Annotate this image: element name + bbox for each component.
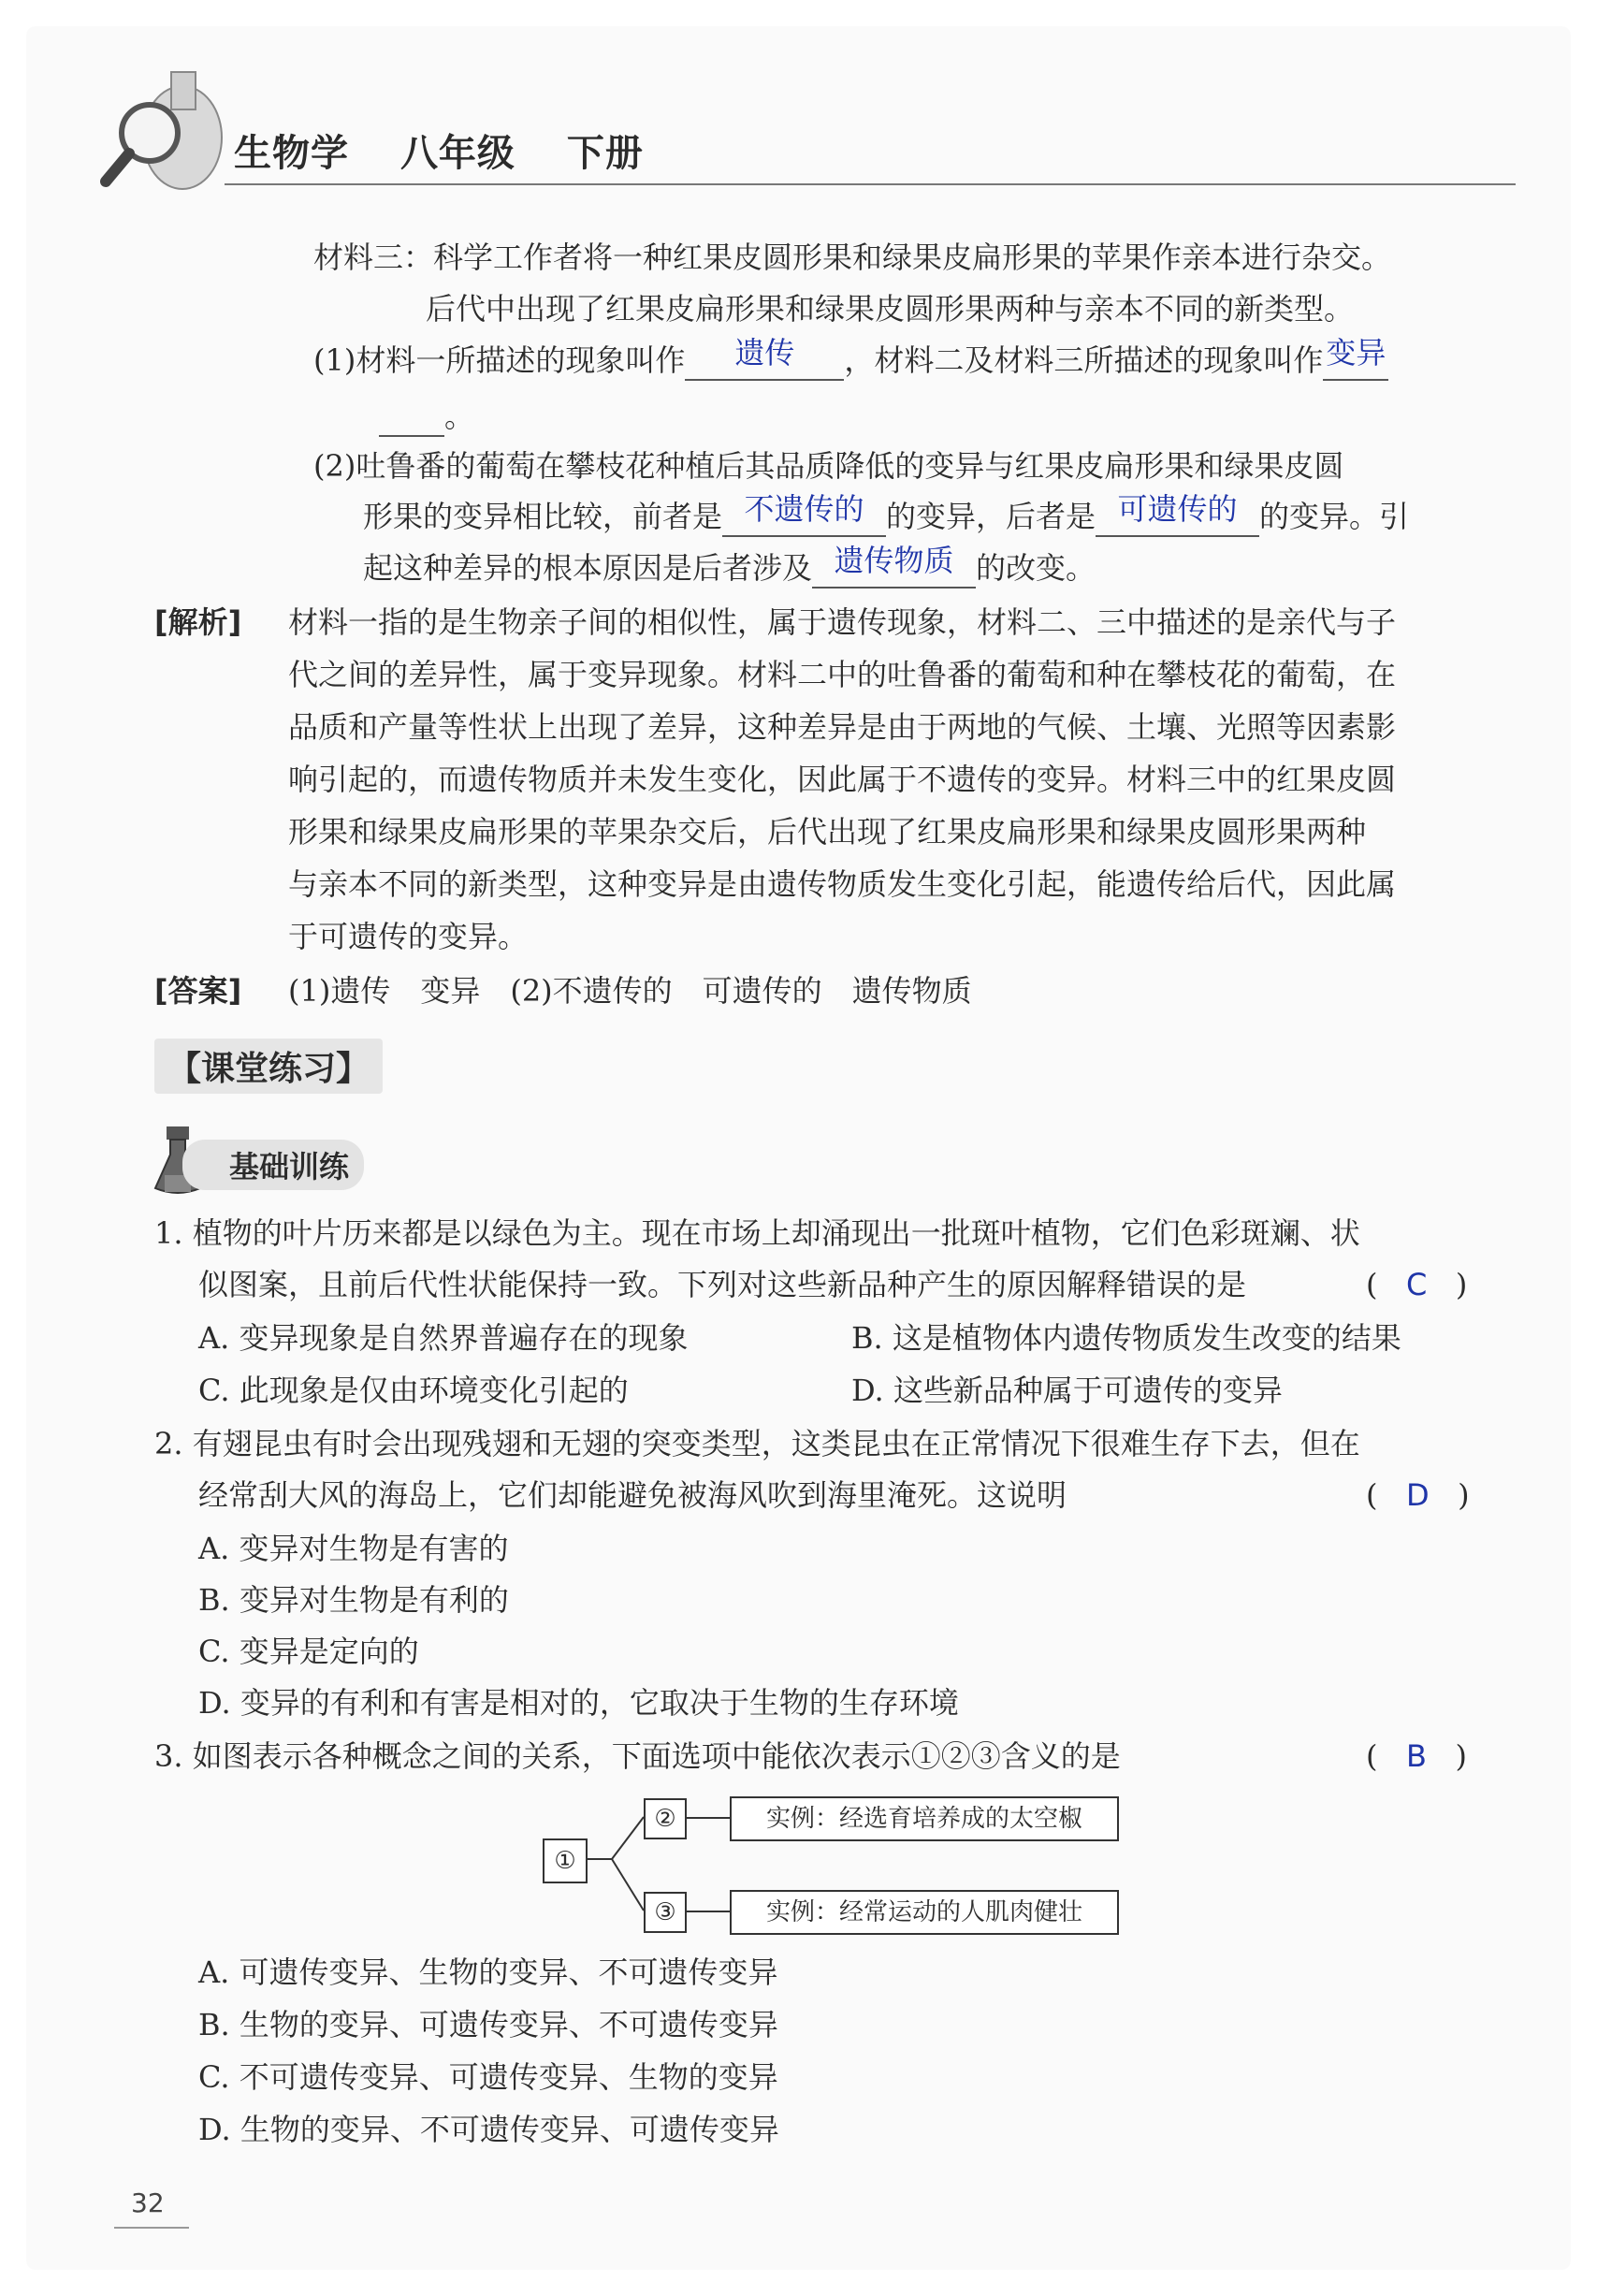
- answer-blank-genetic-material: 遗传物质: [834, 543, 954, 578]
- question-1-choice: C: [1406, 1267, 1428, 1302]
- analysis-line: 响引起的，而遗传物质并未发生变化，因此属于不遗传的变异。材料三中的红果皮圆: [288, 762, 1397, 797]
- question-1-option-c: C. 此现象是仅由环境变化引起的: [198, 1373, 629, 1408]
- diagram-example-2: 实例：经选育培养成的太空椒: [730, 1796, 1119, 1841]
- sub-question-1: (1)材料一所描述的现象叫作 遗传 ，材料二及材料三所描述的现象叫作变异: [313, 341, 1388, 381]
- page-number: 32: [131, 2187, 165, 2218]
- page-number-underline: [114, 2227, 189, 2229]
- analysis-line: 代之间的差异性，属于变异现象。材料二中的吐鲁番的葡萄和种在攀枝花的葡萄，在: [288, 657, 1397, 692]
- question-1-line: 1. 植物的叶片历来都是以绿色为主。现在市场上却涌现出一批斑叶植物，它们色彩斑斓、状: [154, 1215, 1360, 1251]
- answer-blank-non-heritable: 不遗传的: [744, 491, 864, 527]
- header-volume: 下册: [566, 131, 644, 175]
- diagram-example-3: 实例：经常运动的人肌肉健壮: [730, 1890, 1119, 1935]
- question-1-line: 似图案，且前后代性状能保持一致。下列对这些新品种产生的原因解释错误的是: [198, 1267, 1247, 1302]
- question-2-answer-paren: ( D ): [1366, 1477, 1470, 1513]
- question-1-option-b: B. 这是植物体内遗传物质发生改变的结果: [851, 1320, 1401, 1356]
- question-2-option-c: C. 变异是定向的: [198, 1634, 419, 1669]
- question-3-option-b: B. 生物的变异、可遗传变异、不可遗传变异: [198, 2007, 778, 2042]
- answer-text: (1)遗传 变异 (2)不遗传的 可遗传的 遗传物质: [288, 973, 972, 1009]
- question-3-answer-paren: ( B ): [1366, 1738, 1467, 1774]
- header-grade: 八年级: [399, 131, 515, 175]
- question-3-option-a: A. 可遗传变异、生物的变异、不可遗传变异: [198, 1955, 778, 1990]
- analysis-line: 形果和绿果皮扁形果的苹果杂交后，后代出现了红果皮扁形果和绿果皮圆形果两种: [288, 814, 1367, 850]
- answer-tag: [答案]: [154, 973, 242, 1009]
- analysis-line: 品质和产量等性状上出现了差异，这种差异是由于两地的气候、土壤、光照等因素影: [288, 709, 1397, 745]
- sub-question-2-line1: (2)吐鲁番的葡萄在攀枝花种植后其品质降低的变异与红果皮扁形果和绿果皮圆: [313, 448, 1344, 484]
- question-2-line: 经常刮大风的海岛上，它们却能避免被海风吹到海里淹死。这说明: [198, 1477, 1067, 1513]
- analysis-line: 与亲本不同的新类型，这种变异是由遗传物质发生变化引起，能遗传给后代，因此属: [288, 866, 1397, 902]
- section-title: 【课堂练习】: [154, 1039, 383, 1094]
- analysis-line: 材料一指的是生物亲子间的相似性，属于遗传现象，材料二、三中描述的是亲代与子: [288, 604, 1397, 640]
- question-2-option-a: A. 变异对生物是有害的: [198, 1531, 509, 1566]
- question-3-choice: B: [1406, 1738, 1427, 1774]
- question-1-option-d: D. 这些新品种属于可遗传的变异: [851, 1373, 1283, 1408]
- diagram-node-1: ①: [543, 1838, 588, 1883]
- section-subtitle: 基础训练: [182, 1140, 364, 1190]
- diagram-node-2: ②: [644, 1798, 687, 1839]
- material3-line1: 材料三：科学工作者将一种红果皮圆形果和绿果皮扁形果的苹果作亲本进行杂交。: [313, 240, 1392, 275]
- diagram-connector: [685, 1817, 730, 1819]
- material3-line2: 后代中出现了红果皮扁形果和绿果皮圆形果两种与亲本不同的新类型。: [426, 291, 1355, 327]
- header-title: [234, 124, 681, 177]
- sub-question-2-line3: 起这种差异的根本原因是后者涉及 遗传物质 的改变。: [363, 549, 1096, 589]
- analysis-line: 于可遗传的变异。: [288, 919, 529, 954]
- question-3-option-c: C. 不可遗传变异、可遗传变异、生物的变异: [198, 2059, 778, 2095]
- question-2-option-b: B. 变异对生物是有利的: [198, 1582, 509, 1618]
- answer-blank-heredity: 遗传: [734, 335, 795, 371]
- question-2-choice: D: [1406, 1477, 1430, 1513]
- header-rule: [225, 183, 1516, 185]
- question-3-option-d: D. 生物的变异、不可遗传变异、可遗传变异: [198, 2112, 779, 2147]
- diagram-connector: [685, 1911, 730, 1912]
- sub-question-2-line2: 形果的变异相比较，前者是 不遗传的 的变异，后者是 可遗传的 的变异。引: [363, 498, 1409, 537]
- sub-question-1-end: 。: [379, 398, 474, 437]
- answer-blank-heritable: 可遗传的: [1117, 491, 1238, 527]
- answer-blank-variation: 变异: [1326, 335, 1386, 371]
- analysis-tag: [解析]: [154, 604, 242, 640]
- question-1-option-a: A. 变异现象是自然界普遍存在的现象: [198, 1320, 689, 1356]
- question-2-option-d: D. 变异的有利和有害是相对的，它取决于生物的生存环境: [198, 1685, 959, 1721]
- header-magnifier-icon: [98, 58, 229, 202]
- question-1-answer-paren: ( C ): [1366, 1267, 1468, 1302]
- question-3-line: 3. 如图表示各种概念之间的关系，下面选项中能依次表示①②③含义的是: [154, 1738, 1121, 1774]
- header-subject: 生物学: [234, 131, 349, 175]
- diagram-node-3: ③: [644, 1892, 687, 1933]
- question-2-line: 2. 有翅昆虫有时会出现残翅和无翅的突变类型，这类昆虫在正常情况下很难生存下去，但在: [154, 1426, 1360, 1461]
